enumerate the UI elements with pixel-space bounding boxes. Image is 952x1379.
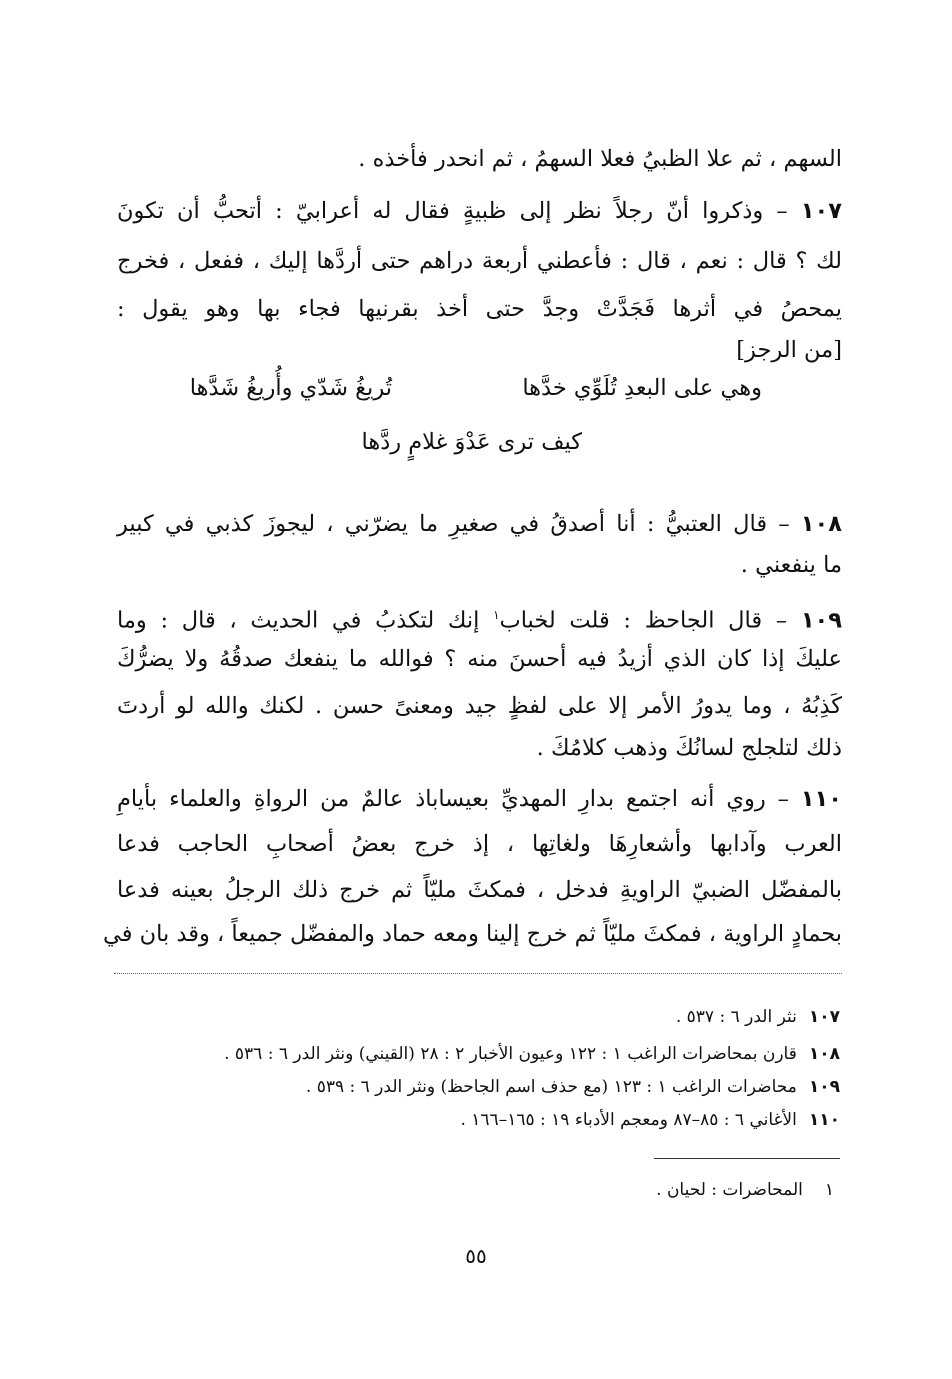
note-text: المحاضرات : لحيان .: [656, 1180, 803, 1200]
body-line: ذلك لتلجلج لسانُكَ وذهب كلامُكَ .: [536, 735, 842, 761]
footnote-separator: [114, 973, 842, 974]
paragraph-text: – قال الجاحظ : قلت لخباب: [499, 607, 788, 634]
body-line: ما ينفعني .: [740, 552, 842, 578]
meter-label: [من الرجز]: [736, 337, 842, 363]
footnote: [120, 1003, 840, 1031]
body-line: السهم ، ثم علا الظبيُ فعلا السهمُ ، ثم انحدر فأخذه .: [358, 146, 842, 172]
footnote-number: ١٠٨: [808, 1044, 840, 1064]
body-line: كَذِبُهُ ، وما يدورُ الأمر إلا على لفظٍ جيد ومعنىً حسن . لكنك والله لو أردتَ: [117, 693, 842, 719]
footnote: [120, 1073, 840, 1101]
note-separator: [654, 1158, 840, 1159]
verse-hemistich-left: تُريغُ شَدّي وأُريغُ شَدَّها: [189, 375, 392, 401]
paragraph-108-line-1: [117, 506, 842, 542]
paragraph-107-line-1: [117, 193, 842, 229]
paragraph-number: ١٠٧: [800, 198, 842, 224]
paragraph-number: ١٠٩: [800, 607, 843, 634]
page-number: ٥٥: [465, 1244, 487, 1268]
paragraph-110-line-1: [117, 781, 842, 817]
footnote-number: ١١٠: [808, 1110, 840, 1130]
footnote-marker: ١: [493, 608, 500, 622]
paragraph-109-line-1: [117, 597, 842, 639]
footnote: [120, 1040, 840, 1068]
paragraph-text: – روي أنه اجتمع بدارِ المهديِّ بعيساباذ عالمٌ من الرواةِ والعلماء بأيامِ: [117, 786, 789, 812]
body-line: العرب وآدابها وأشعارِهَا ولغاتِها ، إذ خرج بعضُ أصحابِ الحاجب فدعا: [117, 831, 842, 857]
paragraph-number: ١١٠: [800, 786, 842, 812]
footnote-text: قارن بمحاضرات الراغب ١ : ١٢٢ وعيون الأخبار ٢ : ٢٨ (القيني) ونثر الدر ٦ : ٥٣٦ .: [224, 1044, 797, 1064]
paragraph-text: – وذكروا أنّ رجلاً نظر إلى ظبيةٍ فقال له أعرابيّ : أتحبُّ أن تكونَ: [117, 198, 788, 224]
body-line: يمحصُ في أثرها فَجَدَّتْ وجدَّ حتى أخذ بقرنيها فجاء بها وهو يقول :: [117, 296, 842, 322]
footnote-text: نثر الدر ٦ : ٥٣٧ .: [675, 1007, 797, 1027]
footnote-number: ١٠٩: [808, 1077, 840, 1097]
body-line: بحمادٍ الراوية ، فمكثَ مليّاً ثم خرج إلينا ومعه حماد والمفضّل جميعاً ، وقد بان في: [102, 921, 842, 947]
page-note: [656, 1176, 834, 1204]
verse-hemistich-right: وهي على البعدِ تُلَوِّي خدَّها: [522, 375, 762, 401]
verse-line-2: كيف ترى عَدْوَ غلامٍ ردَّها: [361, 429, 582, 455]
body-line: عليكَ إذا كان الذي أزيدُ فيه أحسنَ منه ؟ فوالله ما ينفعك صدقُهُ ولا يضرُّكَ: [117, 646, 842, 672]
body-line: لك ؟ قال : نعم ، قال : فأعطني أربعة دراهم حتى أردَّها إليك ، ففعل ، فخرج: [117, 248, 842, 274]
note-marker: ١: [824, 1180, 834, 1200]
paragraph-text: إنك لتكذبُ في الحديث ، قال : وما: [117, 607, 494, 634]
footnote: [120, 1106, 840, 1134]
body-line: بالمفضّل الضبيّ الراويةِ فدخل ، فمكثَ مليّاً ثم خرج ذلك الرجلُ بعينه فدعا: [117, 877, 842, 903]
footnote-text: محاضرات الراغب ١ : ١٢٣ (مع حذف اسم الجاحظ) ونثر الدر ٦ : ٥٣٩ .: [305, 1077, 797, 1097]
footnote-number: ١٠٧: [808, 1007, 840, 1027]
footnote-text: الأغاني ٦ : ٨٥–٨٧ ومعجم الأدباء ١٩ : ١٦٥–١٦٦ .: [460, 1110, 797, 1130]
paragraph-number: ١٠٨: [800, 511, 842, 537]
paragraph-text: – قال العتبيُّ : أنا أصدقُ في صغيرِ ما يضرّني ، ليجوزَ كذبي في كبير: [117, 511, 790, 537]
